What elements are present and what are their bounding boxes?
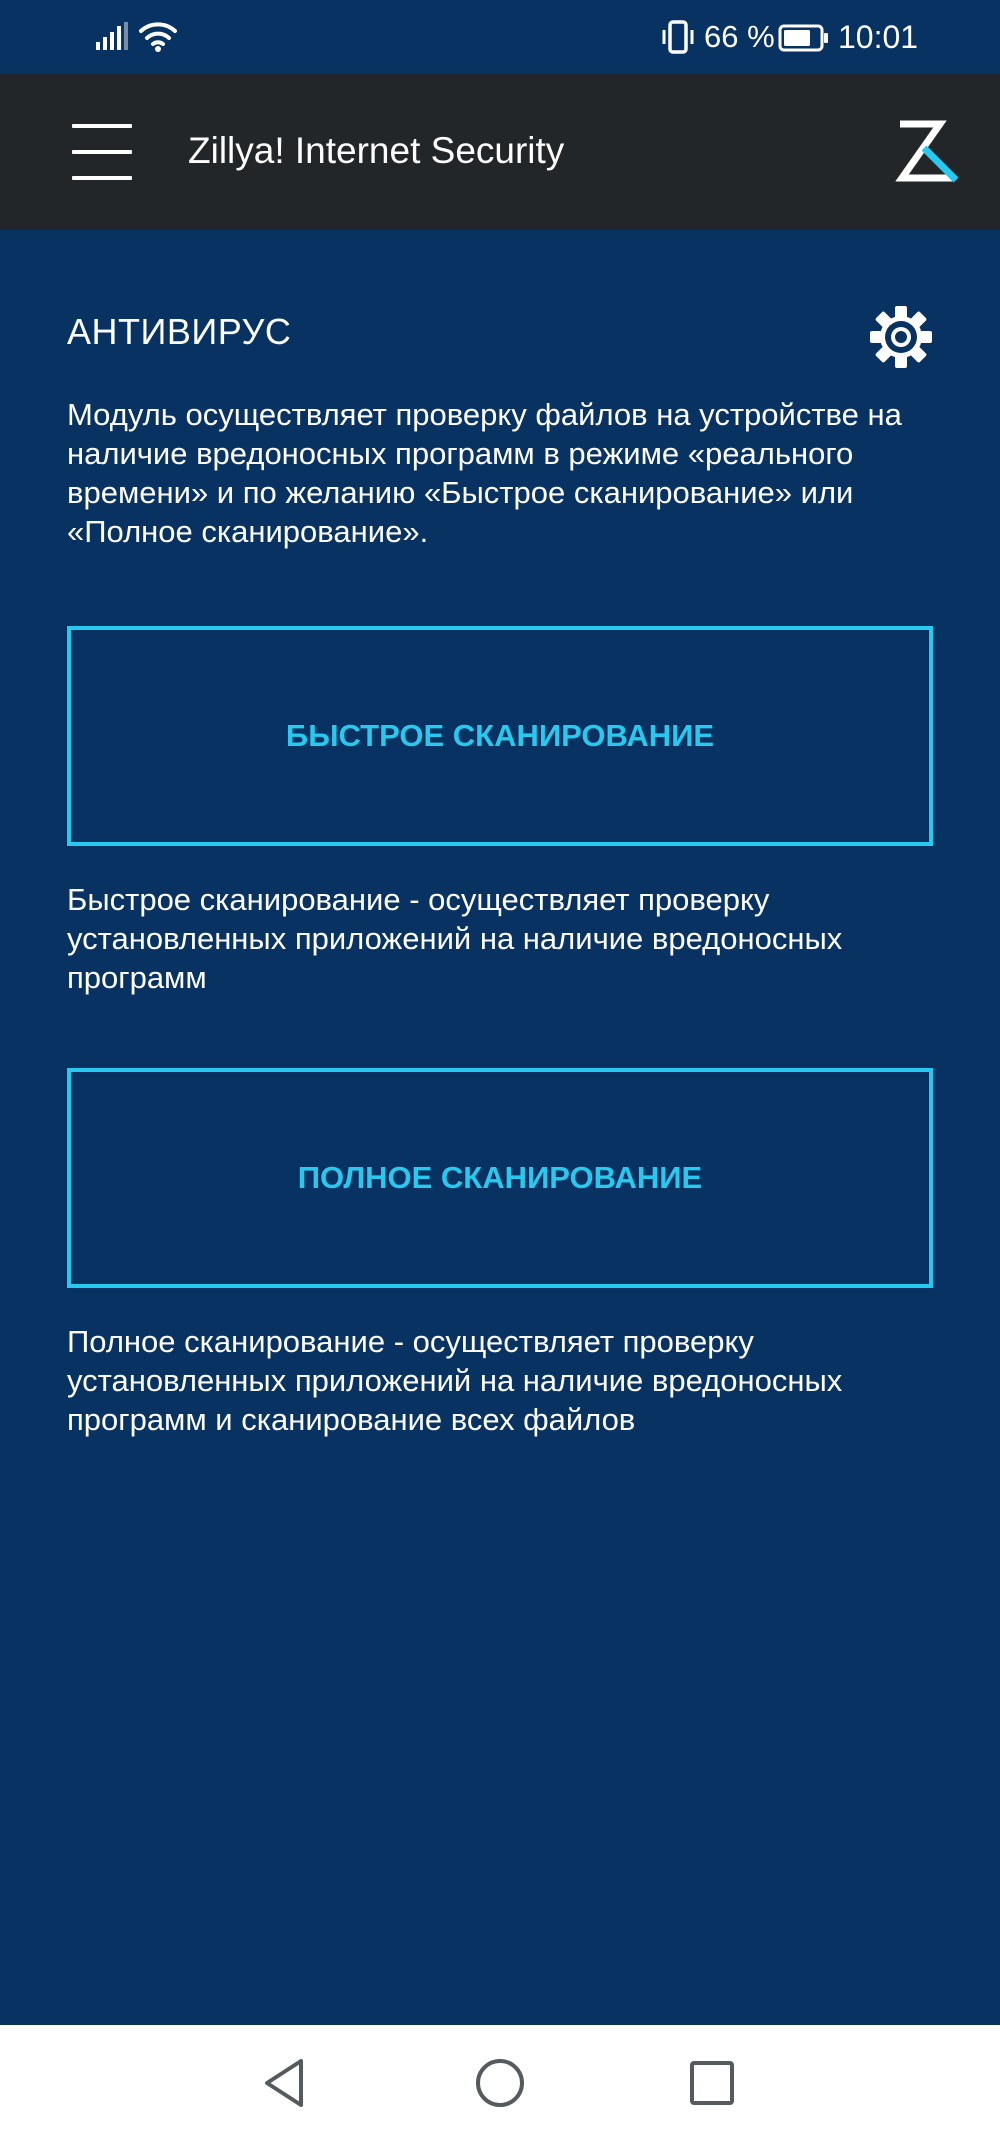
recents-icon-graphic [688,2059,736,2107]
quick-scan-button[interactable]: БЫСТРОЕ СКАНИРОВАНИЕ [67,626,933,846]
gear-icon-graphic [866,302,936,372]
home-icon-graphic [474,2057,526,2109]
back-icon-graphic [261,2057,309,2109]
antivirus-screen [0,230,1000,2025]
menu-icon-line [72,150,132,154]
full-scan-button[interactable]: ПОЛНОЕ СКАНИРОВАНИЕ [67,1068,933,1288]
menu-icon[interactable] [58,116,148,188]
battery-icon [778,24,830,52]
menu-icon-line [72,176,132,180]
zillya-logo [894,118,962,186]
quick-scan-description: Быстрое сканирование - осуществляет проверку установленных приложений на наличие вредоносных программ [67,882,843,995]
app-bar [0,74,1000,230]
wifi-icon [138,20,178,52]
status-bar [0,0,1000,74]
full-scan-description: Полное сканирование - осуществляет проверку установленных приложений на наличие вредоносных программ и сканирование всех файлов [67,1324,843,1437]
vibrate-icon [660,20,696,54]
app-title: Zillya! Internet Security [188,130,565,171]
home-icon[interactable] [468,2051,532,2115]
signal-icon [96,22,128,50]
back-icon[interactable] [253,2051,317,2115]
gear-icon[interactable] [866,302,936,372]
battery-percent: 66 % [704,19,775,54]
clock: 10:01 [838,19,919,55]
module-description: Модуль осуществляет проверку файлов на устройстве на наличие вредоносных программ в режиме «реального времени» и по желанию «Быстрое сканирование» или «Полное сканирование». [67,397,902,549]
system-nav-bar [0,2025,1000,2140]
menu-icon-line [72,124,132,128]
recents-icon[interactable] [680,2051,744,2115]
section-title: АНТИВИРУС [67,311,292,352]
